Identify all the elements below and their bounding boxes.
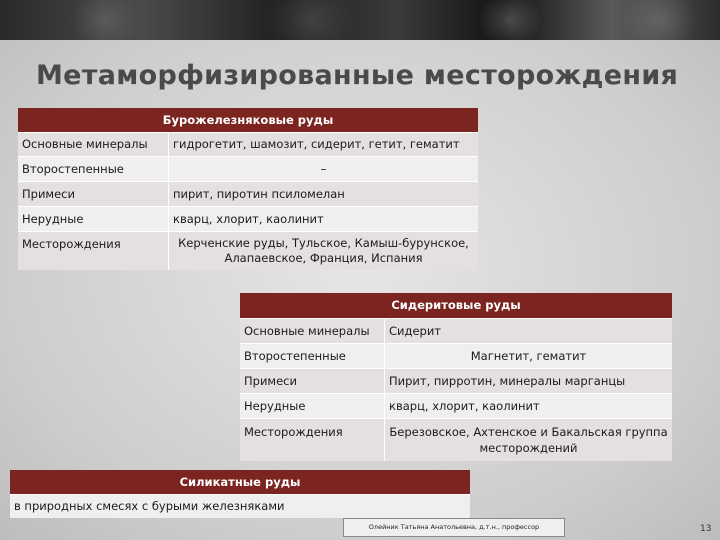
table-row (10, 495, 470, 519)
row-value-line: Керченские руды, Тульское, Камыш-бурунское, (178, 236, 469, 250)
table-header: Бурожелезняковые руды (162, 113, 334, 127)
table-header: Сидеритовые руды (391, 298, 521, 312)
row-label: Второстепенные (240, 344, 385, 369)
header-banner-image (0, 0, 720, 40)
table-header: Силикатные руды (179, 475, 301, 489)
table-row (18, 232, 478, 270)
row-label: Месторождения (18, 232, 169, 270)
row-label: Основные минералы (240, 319, 385, 344)
table-row (240, 419, 672, 461)
row-label: Нерудные (18, 207, 169, 232)
row-label: Основные минералы (18, 133, 169, 157)
table-silicate-ores (10, 470, 470, 518)
row-value: в природных смесях с бурыми железняками (10, 495, 470, 519)
row-value-line: месторождений (479, 441, 578, 455)
table-row (18, 207, 478, 232)
table-row (240, 394, 672, 419)
table-brown-iron-ores (18, 108, 478, 270)
footer-author: Олейник Татьяна Анатольевна, д.т.н., профессор (343, 518, 565, 537)
row-value-line: Березовское, Ахтенское и Бакальская группа (389, 425, 668, 439)
table-row (18, 133, 478, 157)
row-label: Второстепенные (18, 157, 169, 182)
row-value: Сидерит (385, 319, 673, 344)
table-siderite-ores (240, 293, 672, 461)
table-row (240, 319, 672, 344)
table-row (240, 344, 672, 369)
row-value: кварц, хлорит, каолинит (385, 394, 673, 419)
table-header-row (18, 108, 478, 133)
row-value: Магнетит, гематит (385, 344, 673, 369)
row-value: гидрогетит, шамозит, сидерит, гетит, гематит (169, 133, 479, 157)
table-header-row (10, 470, 470, 495)
row-value: – (169, 157, 479, 182)
table-row (18, 157, 478, 182)
table-row (18, 182, 478, 207)
row-value: Пирит, пирротин, минералы марганцы (385, 369, 673, 394)
row-label: Нерудные (240, 394, 385, 419)
table-header-row (240, 293, 672, 319)
row-value-line: Алапаевское, Франция, Испания (224, 251, 423, 265)
row-label: Месторождения (240, 419, 385, 461)
row-value (169, 232, 479, 270)
row-value: кварц, хлорит, каолинит (169, 207, 479, 232)
page-number: 13 (700, 524, 712, 534)
slide-title: Метаморфизированные месторождения (36, 60, 679, 91)
row-value: пирит, пиротин псиломелан (169, 182, 479, 207)
row-value (385, 419, 673, 461)
row-label: Примеси (240, 369, 385, 394)
table-row (240, 369, 672, 394)
row-label: Примеси (18, 182, 169, 207)
